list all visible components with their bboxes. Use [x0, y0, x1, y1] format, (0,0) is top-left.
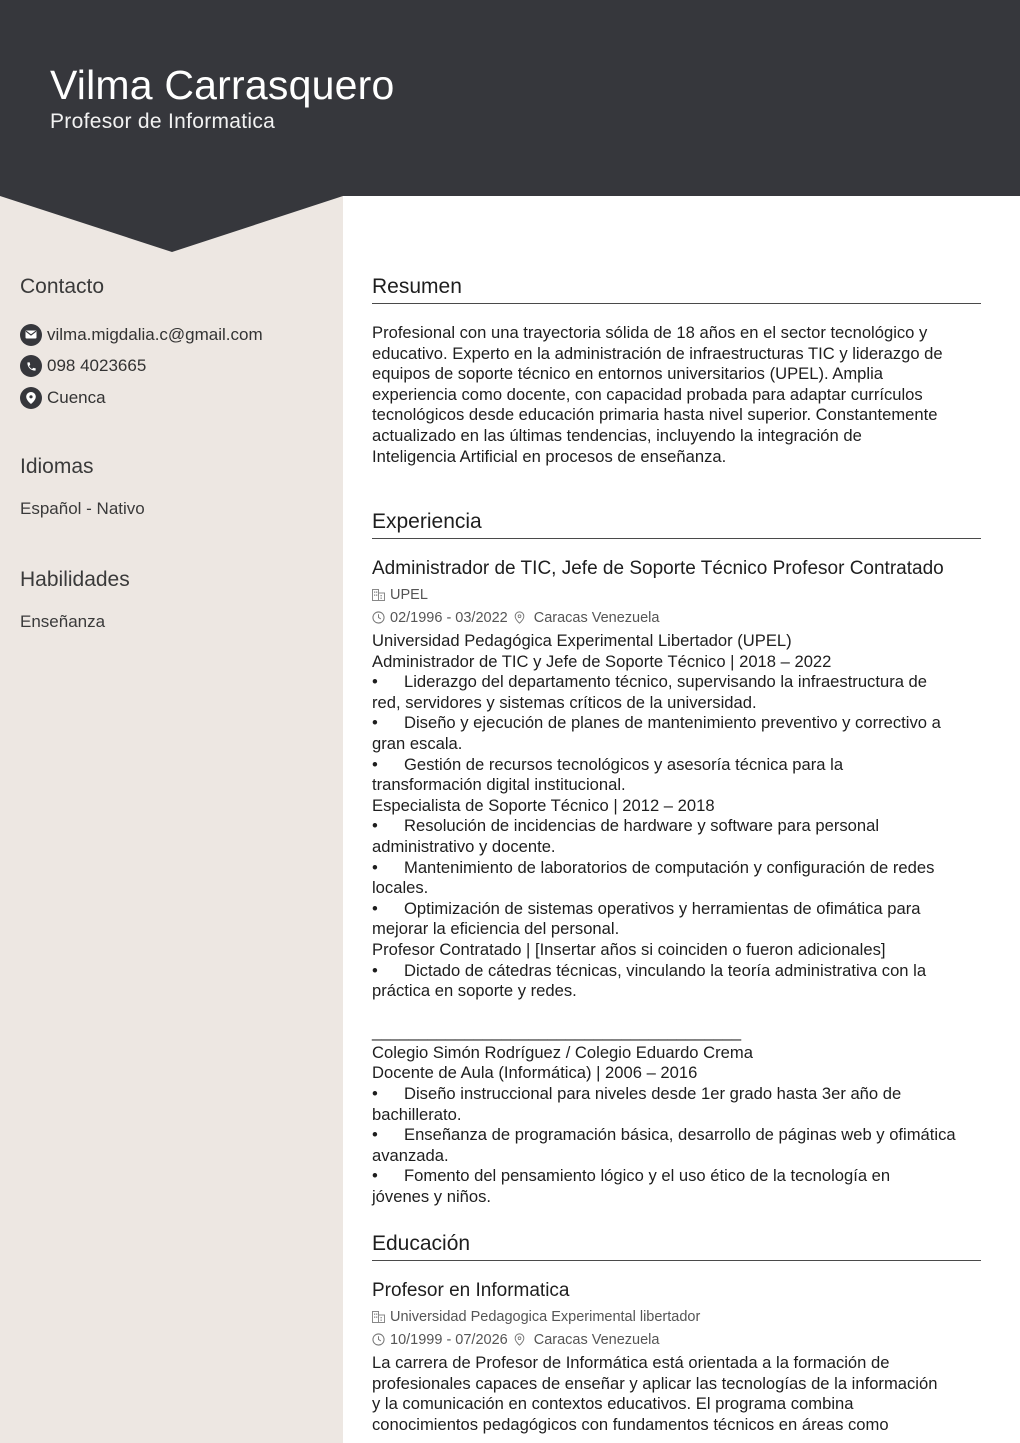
text-line: profesionales capaces de enseñar y aplicar las tecnologías de la información — [372, 1373, 938, 1393]
bullet-marker: • — [372, 1166, 378, 1186]
text-line: • Diseño y ejecución de planes de mantenimiento preventivo y correctivo a — [372, 713, 941, 733]
bullet-marker: • — [372, 672, 378, 692]
languages-title: Idiomas — [20, 455, 94, 478]
text-line: Especialista de Soporte Técnico | 2012 – 2018 — [372, 795, 715, 815]
mail-icon — [20, 324, 42, 346]
bullet-marker: • — [372, 898, 378, 918]
education-entry — [372, 1280, 981, 1435]
job-company: UPEL — [390, 586, 428, 603]
education-title: Educación — [372, 1232, 981, 1261]
text-line: • Liderazgo del departamento técnico, supervisando la infraestructura de — [372, 672, 928, 692]
job-entry — [372, 558, 981, 1208]
text-line: red, servidores y sistemas críticos de la universidad. — [372, 692, 757, 712]
text-line: • Fomento del pensamiento lógico y el uso ético de la tecnología en — [372, 1166, 891, 1186]
contact-location — [20, 382, 330, 414]
text-line: educativo. Experto en la administración de infraestructuras TIC y liderazgo de — [372, 343, 943, 363]
building-icon — [372, 1311, 385, 1323]
summary-section — [372, 275, 981, 467]
text-line: Administrador de TIC y Jefe de Soporte Técnico | 2018 – 2022 — [372, 651, 832, 671]
text-line: • Diseño instruccional para niveles desde 1er grado hasta 3er año de — [372, 1084, 902, 1104]
text-line: mejorar la eficiencia del personal. — [372, 919, 620, 939]
text-line: transformación digital institucional. — [372, 775, 626, 795]
text-line: y la comunicación en contextos educativos. El programa combina — [372, 1394, 854, 1414]
job-dates-row — [372, 606, 981, 629]
job-description — [372, 631, 981, 1208]
contact-email[interactable] — [20, 319, 330, 351]
phone-icon — [20, 355, 42, 377]
skill-item: Enseñanza — [20, 612, 106, 631]
text-line: Inteligencia Artificial en procesos de enseñanza. — [372, 446, 727, 466]
bullet-marker: • — [372, 1084, 378, 1104]
contact-phone[interactable] — [20, 351, 330, 383]
bullet-marker: • — [372, 754, 378, 774]
resume-header — [0, 0, 1020, 196]
text-line: • Gestión de recursos tecnológicos y asesoría técnica para la — [372, 754, 844, 774]
text-line: • Resolución de incidencias de hardware y software para personal — [372, 816, 880, 836]
job-company-row — [372, 583, 981, 606]
contact-location-text: Cuenca — [47, 387, 106, 407]
text-line: experiencia como docente, con capacidad probada para adaptar currículos — [372, 384, 923, 404]
text-line: Colegio Simón Rodríguez / Colegio Eduardo Crema — [372, 1042, 753, 1062]
text-line: equipos de soporte técnico en entornos universitarios (UPEL). Amplia — [372, 364, 883, 384]
text-line: práctica en soporte y redes. — [372, 981, 577, 1001]
text-line: actualizado en las últimas tendencias, incluyendo la integración de — [372, 425, 862, 445]
contact-email-text: vilma.migdalia.c@gmail.com — [47, 324, 263, 344]
location-pin-icon — [514, 611, 525, 624]
education-dates: 10/1999 - 07/2026 — [390, 1331, 508, 1348]
contact-list — [20, 319, 330, 414]
bullet-marker: • — [372, 1125, 378, 1145]
location-pin-icon — [20, 387, 42, 409]
text-line — [372, 1002, 981, 1023]
text-line: • Optimización de sistemas operativos y herramientas de ofimática para — [372, 898, 921, 918]
bullet-marker: • — [372, 713, 378, 733]
candidate-name: Vilma Carrasquero — [50, 62, 395, 108]
text-line: Profesional con una trayectoria sólida de 18 años en el sector tecnológico y — [372, 323, 928, 342]
bullet-marker: • — [372, 857, 378, 877]
text-line: bachillerato. — [372, 1104, 462, 1124]
contact-phone-text: 098 4023665 — [47, 356, 147, 376]
text-line: jóvenes y niños. — [372, 1187, 491, 1207]
bullet-marker: • — [372, 960, 378, 980]
text-line: locales. — [372, 878, 429, 898]
education-institution: Universidad Pedagogica Experimental libertador — [390, 1308, 701, 1325]
clock-icon — [372, 611, 385, 624]
skills-title: Habilidades — [20, 568, 130, 591]
text-line: • Mantenimiento de laboratorios de computación y configuración de redes — [372, 857, 935, 877]
skills-section — [20, 568, 330, 632]
text-line: avanzada. — [372, 1145, 449, 1165]
text-line: gran escala. — [372, 733, 463, 753]
languages-section — [20, 455, 330, 519]
education-section — [372, 1232, 981, 1435]
contact-section — [20, 275, 330, 414]
experience-title: Experiencia — [372, 510, 981, 539]
job-title: Administrador de TIC, Jefe de Soporte Técnico Profesor Contratado — [372, 558, 944, 579]
job-dates: 02/1996 - 03/2022 — [390, 609, 508, 626]
text-line: Universidad Pedagógica Experimental Libertador (UPEL) — [372, 631, 792, 650]
text-line: ________________________________________ — [372, 1022, 742, 1042]
summary-text — [372, 323, 981, 467]
location-pin-icon — [514, 1333, 525, 1346]
summary-title: Resumen — [372, 275, 981, 304]
clock-icon — [372, 1333, 385, 1346]
text-line: tecnológicos desde educación primaria hasta nivel superior. Constantemente — [372, 405, 938, 425]
text-line: La carrera de Profesor de Informática está orientada a la formación de — [372, 1353, 890, 1372]
language-item: Español - Nativo — [20, 499, 145, 518]
text-line: conocimientos pedagógicos con fundamentos técnicos en áreas como — [372, 1414, 889, 1434]
building-icon — [372, 589, 385, 601]
header-chevron-decoration — [0, 195, 343, 255]
text-line: Profesor Contratado | [Insertar años si coinciden o fueron adicionales] — [372, 939, 886, 959]
contact-title: Contacto — [20, 275, 105, 298]
candidate-role: Profesor de Informatica — [50, 110, 276, 133]
text-line: • Enseñanza de programación básica, desarrollo de páginas web y ofimática — [372, 1125, 956, 1145]
education-description — [372, 1353, 981, 1435]
bullet-marker: • — [372, 816, 378, 836]
education-degree: Profesor en Informatica — [372, 1280, 570, 1301]
experience-section — [372, 510, 981, 1208]
education-dates-row — [372, 1328, 981, 1351]
text-line: • Dictado de cátedras técnicas, vinculando la teoría administrativa con la — [372, 960, 927, 980]
education-institution-row — [372, 1305, 981, 1328]
text-line: administrativo y docente. — [372, 836, 556, 856]
education-location: Caracas Venezuela — [533, 1331, 660, 1348]
text-line: Docente de Aula (Informática) | 2006 – 2016 — [372, 1063, 698, 1083]
job-location: Caracas Venezuela — [533, 609, 660, 626]
